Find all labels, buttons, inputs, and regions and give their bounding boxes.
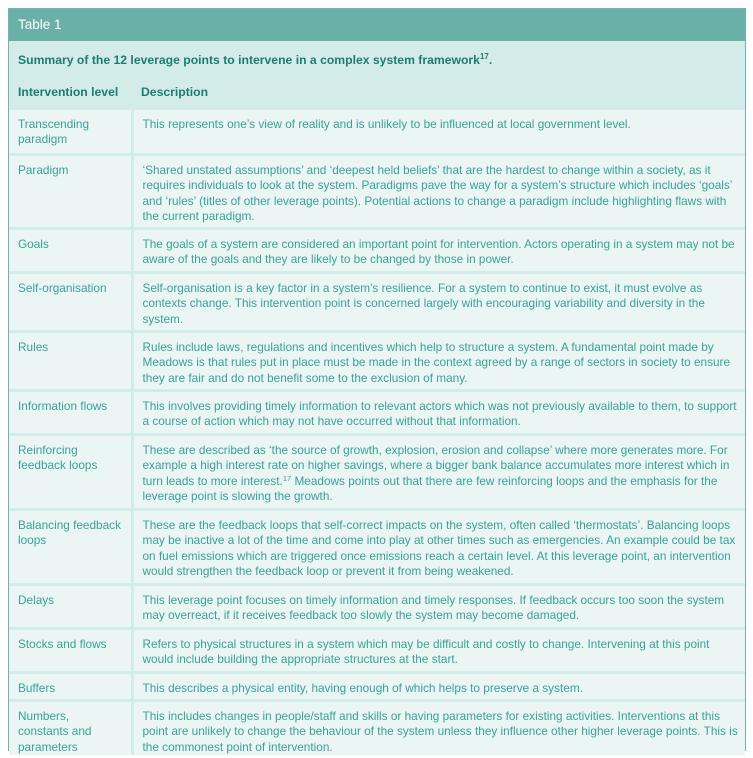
level-cell: Stocks and flows [9,628,132,672]
table-row [9,108,745,154]
level-cell: Transcending paradigm [9,108,132,154]
level-cell: Goals [9,228,132,272]
table-caption [9,41,745,77]
caption-reference: 17 [479,52,489,61]
table-row [9,509,745,584]
table-row [9,672,745,700]
description-cell: This involves providing timely information to relevant actors which was not previously available to them, to support a course of action which may not have occurred without that information. [132,390,745,434]
description-cell [132,434,745,509]
table-row [9,584,745,628]
description-cell: Refers to physical structures in a system which may be difficult and costly to change. Intervening at this point would include building the appropriate structures at the start. [132,628,745,672]
table-row [9,434,745,509]
table-row [9,390,745,434]
level-cell: Delays [9,584,132,628]
description-cell: This leverage point focuses on timely information and timely responses. If feedback occurs too soon the system may overreact, if it receives feedback too slowly the system may become damaged. [132,584,745,628]
description-cell: ‘Shared unstated assumptions’ and ‘deepest held beliefs’ that are the hardest to change within a society, as it requires individuals to look at the system. Paradigms pave the way for a system’s structure which includes ‘goals’ and ‘rules’ (titles of other leverage points). Potential actions to change a paradigm include highlighting flaws with the current paradigm. [132,154,745,228]
level-cell: Rules [9,331,132,390]
description-reference: 17 [282,473,292,483]
table-panel [8,8,746,754]
level-cell: Buffers [9,672,132,700]
description-text-continued: Meadows points out that there are few reinforcing loops and the emphasis for the leverage point is slowing the growth. [142,473,718,504]
level-cell: Numbers, constants and parameters [9,700,132,755]
header-intervention-level: Intervention level [18,84,119,99]
description-cell: This describes a physical entity, having enough of which helps to preserve a system. [132,672,745,700]
leverage-table [9,77,745,755]
table-row [9,700,745,755]
table-body [9,108,745,755]
level-cell: Balancing feedback loops [9,509,132,584]
description-cell: The goals of a system are considered an important point for intervention. Actors operating in a system may not be aware of the goals and they are likely to be changed by those in power. [132,228,745,272]
header-row [9,77,745,108]
description-text: These are described as ‘the source of growth, explosion, erosion and collapse’ where more generates more. For example a high interest rate on higher savings, where a bigger bank balance accumulates more interest which in turn leads to more interest. [142,442,730,488]
table-row [9,228,745,272]
description-cell: This includes changes in people/staff and skills or having parameters for existing activities. Interventions at this point are unlikely to change the behaviour of the system unless they influence other higher leverage points. This is the commonest point of intervention. [132,700,745,755]
table-label: Table 1 [9,9,745,41]
description-cell: This represents one’s view of reality and is unlikely to be influenced at local government level. [132,108,745,154]
header-description: Description [141,84,209,99]
description-cell: Self-organisation is a key factor in a system’s resilience. For a system to continue to exist, it must evolve as contexts change. This intervention point is concerned largely with encouraging variability and diversity in the system. [132,272,745,331]
table-row [9,628,745,672]
table-row [9,154,745,228]
caption-text: Summary of the 12 leverage points to intervene in a complex system framework [18,53,480,67]
level-cell: Information flows [9,390,132,434]
level-cell: Reinforcing feedback loops [9,434,132,509]
description-cell: These are the feedback loops that self-correct impacts on the system, often called ‘thermostats’. Balancing loops may be inactive a lot of the time and come into play at other times such as emergencies. An example could be tax on fuel emissions which are triggered once emissions reach a certain level. At this leverage point, an intervention would strengthen the feedback loop or prevent it from being weakened. [132,509,745,584]
table-row [9,331,745,390]
caption-end: . [488,53,493,67]
level-cell: Paradigm [9,154,132,228]
table-row [9,272,745,331]
level-cell: Self-organisation [9,272,132,331]
description-cell: Rules include laws, regulations and incentives which help to structure a system. A fundamental point made by Meadows is that rules put in place must be made in the context agreed by a range of sectors in society to ensure they are fair and do not benefit some to the exclusion of many. [132,331,745,390]
